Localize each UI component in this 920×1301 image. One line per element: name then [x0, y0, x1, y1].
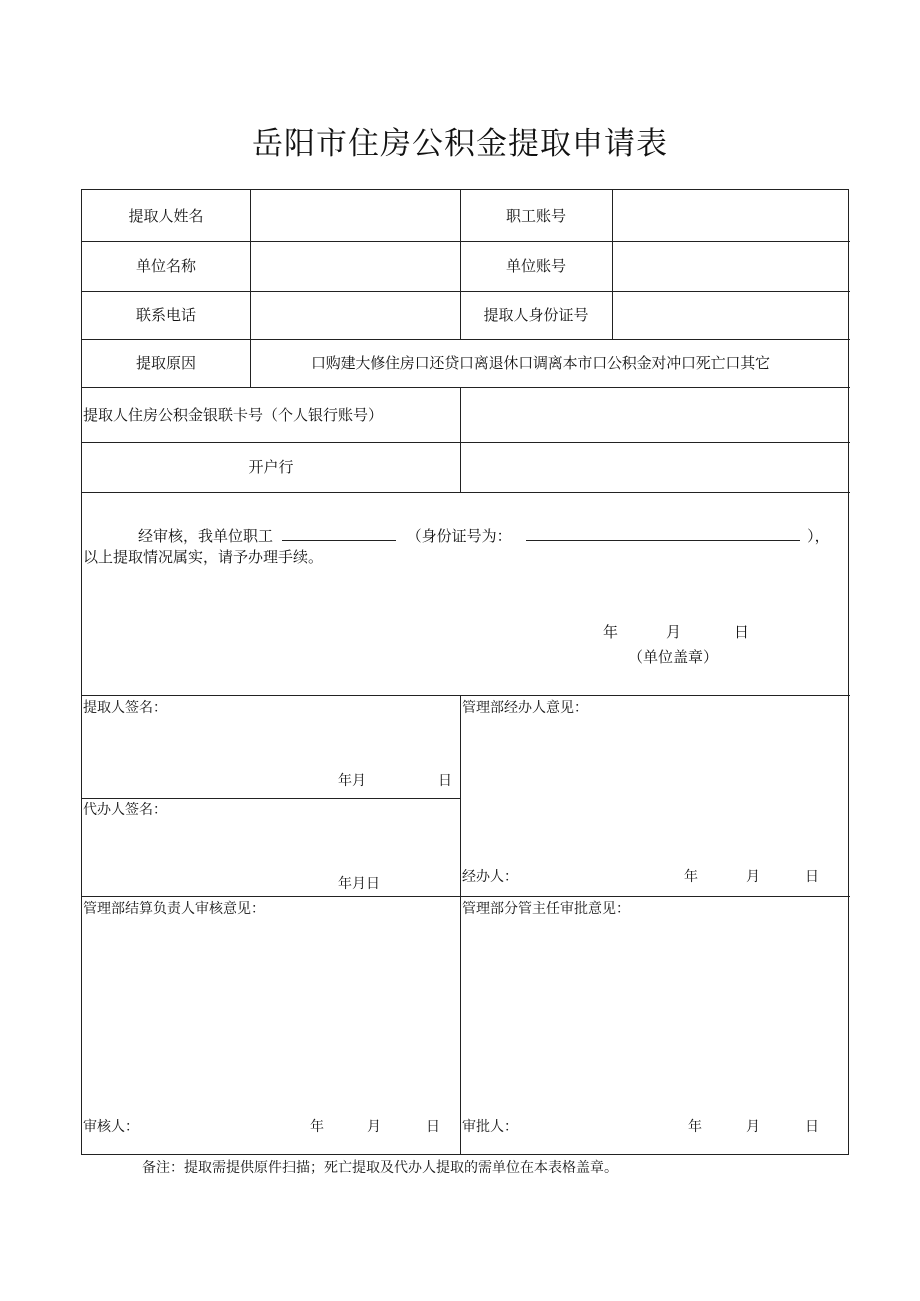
unit-stamp-label: （单位盖章）	[628, 648, 719, 666]
handler-year: 年	[684, 869, 698, 885]
approver-month: 月	[746, 1119, 760, 1135]
agent-signature-label: 代办人签名：	[83, 802, 167, 818]
review-line2: 以上提取情况属实，请予办理手续。	[83, 548, 324, 566]
reason-options[interactable]: 口购建大修住房口还贷口离退休口调离本市口公积金对冲口死亡口其它	[311, 354, 770, 372]
handler-day: 日	[805, 869, 819, 885]
unit-name-input[interactable]	[252, 243, 458, 291]
reviewer-day: 日	[426, 1119, 440, 1135]
page-title: 岳阳市住房公积金提取申请表	[252, 126, 668, 162]
phone-label: 联系电话	[135, 306, 196, 324]
bank-input[interactable]	[462, 444, 848, 492]
approver-day: 日	[805, 1119, 819, 1135]
review-id-prefix: （身份证号为：	[406, 527, 512, 545]
review-prefix: 经审核，我单位职工	[138, 527, 274, 545]
review-month: 月	[666, 623, 682, 641]
employee-name-blank[interactable]	[282, 524, 396, 541]
bank-label: 开户行	[248, 458, 294, 476]
bank-card-input[interactable]	[462, 389, 848, 441]
review-statement	[138, 524, 830, 545]
unit-account-label: 单位账号	[505, 257, 566, 275]
applicant-signature-label: 提取人签名：	[83, 700, 167, 716]
application-form	[81, 189, 849, 1155]
review-day: 日	[734, 623, 750, 641]
reviewer-year: 年	[310, 1119, 324, 1135]
footnote: 备注：提取需提供原件扫描；死亡提取及代办人提取的需单位在本表格盖章。	[142, 1160, 618, 1176]
approver-year: 年	[688, 1119, 702, 1135]
bank-card-label: 提取人住房公积金银联卡号（个人银行账号）	[83, 406, 384, 424]
unit-name-label: 单位名称	[135, 257, 196, 275]
phone-input[interactable]	[252, 293, 458, 339]
name-input[interactable]	[252, 192, 458, 240]
handler-opinion-label: 管理部经办人意见：	[462, 700, 588, 716]
review-year: 年	[603, 623, 619, 641]
reason-label: 提取原因	[135, 354, 196, 372]
name-label: 提取人姓名	[128, 207, 204, 225]
handler-month: 月	[746, 869, 760, 885]
applicant-date-d: 日	[438, 773, 452, 789]
settle-opinion-label: 管理部结算负责人审核意见：	[83, 901, 265, 917]
unit-account-input[interactable]	[614, 243, 848, 291]
applicant-date-ym: 年月	[338, 773, 366, 789]
director-opinion-label: 管理部分管主任审批意见：	[462, 901, 630, 917]
agent-date: 年月日	[338, 876, 380, 892]
approver-label: 审批人：	[462, 1119, 518, 1135]
id-input[interactable]	[614, 293, 848, 339]
reviewer-label: 审核人：	[83, 1119, 139, 1135]
account-label: 职工账号	[505, 207, 566, 225]
handler-label: 经办人：	[462, 869, 518, 885]
review-suffix: ），	[807, 527, 830, 545]
id-number-blank[interactable]	[526, 524, 800, 541]
account-input[interactable]	[614, 192, 848, 240]
id-label: 提取人身份证号	[483, 306, 589, 324]
reviewer-month: 月	[367, 1119, 381, 1135]
